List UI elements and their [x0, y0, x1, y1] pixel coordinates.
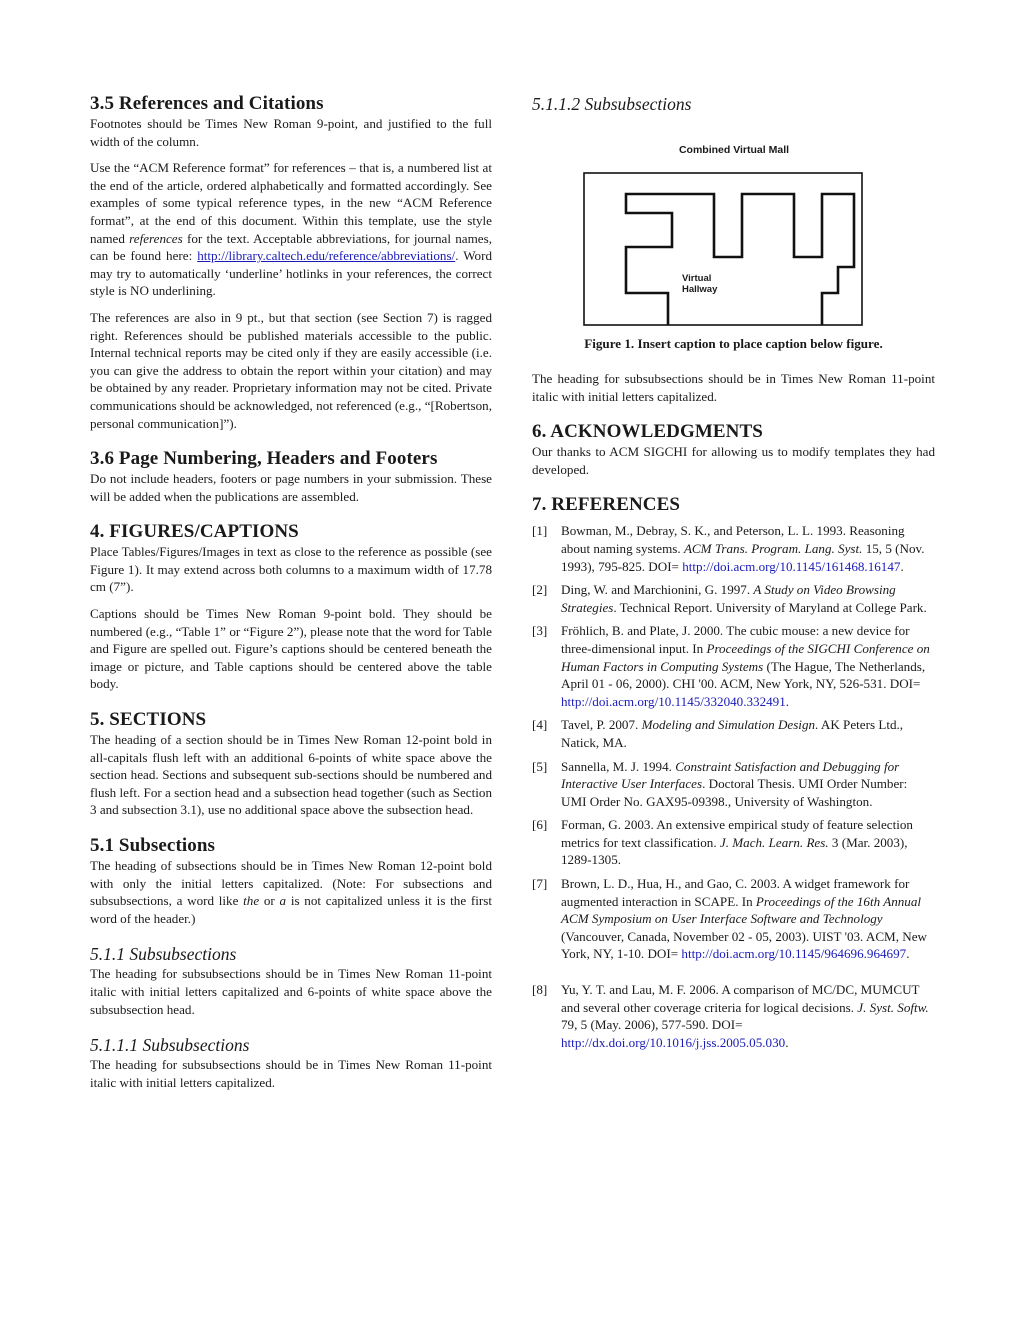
mall-outline	[626, 194, 854, 325]
paragraph: Do not include headers, footers or page numbers in your submission. These will be added when the publications are assembled.	[90, 471, 492, 504]
heading-3-5: 3.5 References and Citations	[90, 93, 324, 114]
heading-7: 7. REFERENCES	[532, 494, 681, 516]
heading-5-1-1-2: 5.1.1.2 Subsubsections	[532, 94, 692, 114]
reference-list	[532, 522, 935, 1051]
paragraph: The heading for subsubsections should be in Times New Roman 11-point italic with initial letters capitalized.	[90, 1057, 492, 1090]
doi-link[interactable]: http://doi.acm.org/10.1145/964696.964697	[681, 946, 907, 962]
heading-5-1-1: 5.1.1 Subsubsections	[90, 944, 237, 965]
reference-item: [4] Tavel, P. 2007. Modeling and Simulation Design. AK Peters Ltd., Natick, MA.	[532, 717, 904, 750]
paragraph: The heading of subsections should be in Times New Roman 12-point bold with only the initial letters capitalized. (Note: For subsections and subsubsections, a word like the or a is not capitalized unless it is the first word of the header.)	[90, 858, 492, 926]
paragraph: Footnotes should be Times New Roman 9-point, and justified to the full width of the column.	[90, 116, 492, 149]
reference-item: [2] Ding, W. and Marchionini, G. 1997. A Study on Video Browsing Strategies. Technical Report. University of Maryland at College Park.	[532, 582, 927, 615]
doi-link[interactable]: http://doi.acm.org/10.1145/332040.332491	[561, 693, 786, 709]
reference-item: [7] Brown, L. D., Hua, H., and Gao, C. 2003. A widget framework for augmented interaction in SCAPE. In Proceedings of the 16th Annual ACM Symposium on User Interface Software and Technology (Vancouver, Canada, November 02 - 05, 2003). UIST '03. ACM, New York, NY, 1-10. DOI= http://doi.acm.org/10.1145/964696.964697.	[532, 876, 927, 962]
heading-3-6: 3.6 Page Numbering, Headers and Footers	[90, 448, 438, 470]
paragraph: Captions should be Times New Roman 9-point bold. They should be numbered (e.g., “Table 1” or “Figure 2”), please note that the word for Table and Figure are spelled out. Figure’s captions should be centered beneath the image or picture, and Table captions should be centered above the table body.	[90, 606, 492, 692]
paragraph: The heading for subsubsections should be in Times New Roman 11-point italic with initial letters capitalized and 6-points of white space above the subsubsection head.	[90, 966, 492, 1017]
heading-6: 6. ACKNOWLEDGMENTS	[532, 421, 763, 443]
heading-5-1: 5.1 Subsections	[90, 835, 216, 856]
figure-1	[532, 115, 935, 335]
left-column	[90, 93, 492, 1091]
doi-link[interactable]: http://dx.doi.org/10.1016/j.jss.2005.05.030	[561, 1034, 786, 1050]
heading-4: 4. FIGURES/CAPTIONS	[90, 521, 299, 543]
doi-link[interactable]: http://doi.acm.org/10.1145/161468.16147	[682, 558, 901, 574]
right-column	[532, 93, 935, 1057]
paragraph: Use the “ACM Reference format” for references – that is, a numbered list at the end of the article, ordered alphabetically and formatted accordingly. See examples of some typical reference types, in the new “ACM Reference format”, at the end of this document. Within this template, use the style named references for the text. Acceptable abbreviations, for journal names, can be found here: http://library.caltech.edu/reference/abbreviations/. Word may try to automatically ‘underline’ hotlinks in your references, the correct style is NO underlining.	[90, 160, 492, 299]
paragraph: The references are also in 9 pt., but that section (see Section 7) is ragged right. References should be published materials accessible to the public. Internal technical reports may be cited only if they are easily accessible (i.e. you can give the address to obtain the report within your citation) and may be obtained by any reader. Proprietary information may not be cited. Private communications should be acknowledged, not referenced (e.g., “[Robertson, personal communication]”).	[90, 309, 492, 431]
paragraph: The heading of a section should be in Times New Roman 12-point bold in all-capitals flush left with an additional 6-points of white space above the section head. Sections and subsequent sub-sections should be numbered and flush left. For a section head and a subsection head together (such as Section 3 and subsection 3.1), use no additional space above the subsection head.	[90, 732, 492, 818]
reference-item: [5] Sannella, M. J. 1994. Constraint Satisfaction and Debugging for Interactive User Interfaces. Doctoral Thesis. UMI Order Number: UMI Order No. GAX95-09398., University of Washington.	[532, 758, 908, 809]
figure-caption: Figure 1. Insert caption to place caption below figure.	[584, 336, 883, 351]
heading-5: 5. SECTIONS	[90, 709, 207, 731]
paragraph: Our thanks to ACM SIGCHI for allowing us to modify templates they had developed.	[532, 444, 935, 477]
paragraph: The heading for subsubsections should be in Times New Roman 11-point italic with initial letters capitalized.	[532, 371, 935, 404]
reference-item: [6] Forman, G. 2003. An extensive empirical study of feature selection metrics for text classification. J. Mach. Learn. Res. 3 (Mar. 2003), 1289-1305.	[532, 817, 913, 868]
heading-5-1-1-1: 5.1.1.1 Subsubsections	[90, 1035, 250, 1056]
figure-title: Combined Virtual Mall	[678, 144, 790, 156]
reference-item: [8] Yu, Y. T. and Lau, M. F. 2006. A comparison of MC/DC, MUMCUT and several other coverage criteria for logical decisions. J. Syst. Softw. 79, 5 (May. 2006), 577-590. DOI= http://dx.doi.org/10.1016/j.jss.2005.05.030.	[532, 982, 929, 1050]
paragraph: Place Tables/Figures/Images in text as close to the reference as possible (see Figure 1). It may extend across both columns to a maximum width of 17.78 cm (7”).	[90, 544, 492, 595]
abbreviations-link[interactable]: http://library.caltech.edu/reference/abbreviations/	[197, 248, 456, 264]
figure-label: Virtual Hallway	[682, 273, 718, 295]
reference-item: [3] Fröhlich, B. and Plate, J. 2000. The cubic mouse: a new device for three-dimensional input. In Proceedings of the SIGCHI Conference on Human Factors in Computing Systems (The Hague, The Netherlands, April 01 - 06, 2000). CHI '00. ACM, New York, NY, 526-531. DOI= http://doi.acm.org/10.1145/332040.332491.	[532, 623, 930, 709]
reference-item: [1] Bowman, M., Debray, S. K., and Peterson, L. L. 1993. Reasoning about naming systems. ACM Trans. Program. Lang. Syst. 15, 5 (Nov. 1993), 795-825. DOI= http://doi.acm.org/10.1145/161468.16147.	[532, 523, 925, 574]
